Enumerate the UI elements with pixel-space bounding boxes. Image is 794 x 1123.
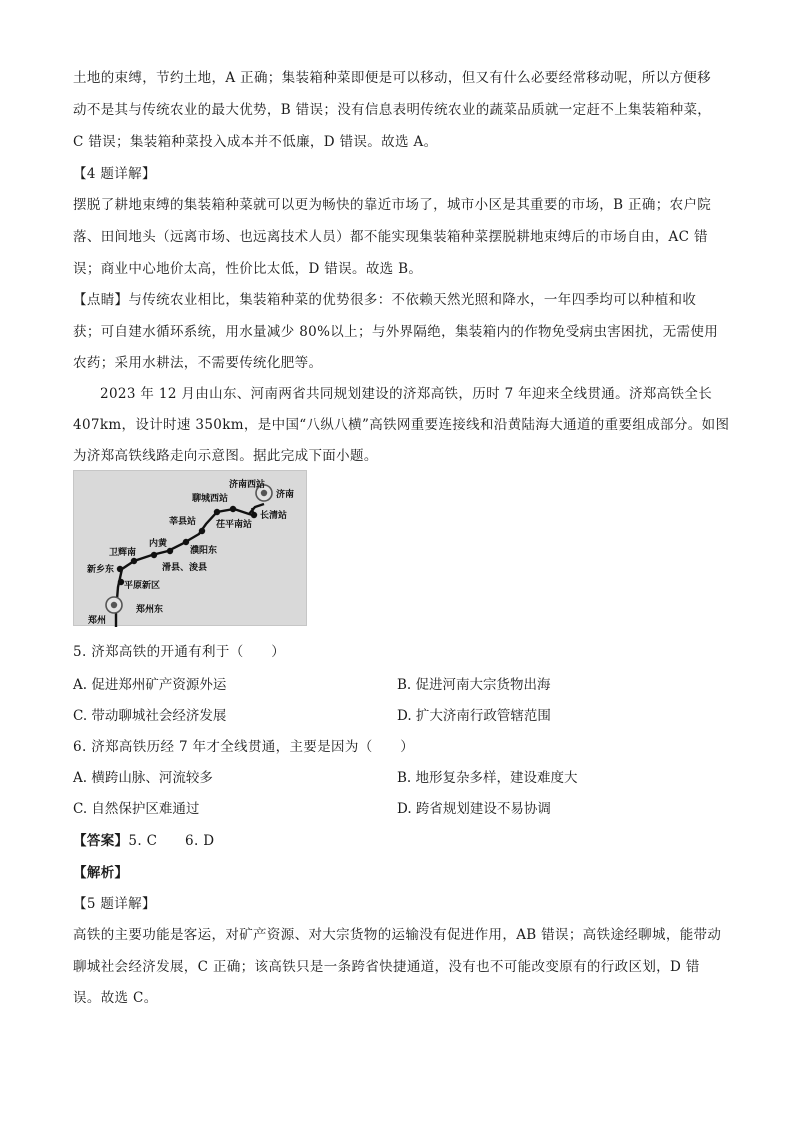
section-heading-q5-detail: 【5 题详解】: [73, 896, 156, 912]
text-line: 获；可自建水循环系统，用水量减少 80%以上；与外界隔绝，集装箱内的作物免受病虫害困扰，无需使用: [73, 324, 719, 340]
station-puyang-east: [183, 539, 189, 545]
label-puyang-east: 濮阳东: [190, 546, 218, 556]
station-xinxiang-east: [117, 566, 123, 572]
question-6-stem: 6. 济郑高铁历经 7 年才全线贯通，主要是因为（ ）: [73, 739, 415, 755]
label-changqing: 长清站: [260, 511, 288, 521]
station-liaocheng-west: [230, 506, 236, 512]
question-5-option-a: A. 促进郑州矿产资源外运: [73, 677, 227, 693]
text-line: 土地的束缚，节约土地，A 正确；集装箱种菜即便是可以移动，但又有什么必要经常移动呢，所以方便移: [73, 70, 711, 86]
label-zhengzhou-east: 郑州东: [136, 605, 164, 615]
station-neihuang: [151, 552, 157, 558]
label-zhengzhou: 郑州: [88, 616, 107, 626]
text-line: 高铁的主要功能是客运，对矿产资源、对大宗货物的运输没有促进作用，AB 错误；高铁途经聊城，能带动: [73, 927, 722, 943]
answer-text: 5. C 6. D: [128, 833, 215, 849]
question-6-option-c: C. 自然保护区难通过: [73, 801, 200, 817]
text-line: 为济郑高铁线路走向示意图。据此完成下面小题。: [73, 448, 378, 464]
question-6-option-a: A. 横跨山脉、河流较多: [73, 770, 213, 786]
question-5-option-b: B. 促进河南大宗货物出海: [397, 677, 551, 693]
answer-line: [73, 829, 214, 849]
rail-route-map: [73, 470, 307, 626]
question-5-option-c: C. 带动聊城社会经济发展: [73, 708, 227, 724]
label-xinxiang-east: 新乡东: [87, 565, 115, 575]
label-shenxian: 莘县站: [169, 517, 197, 527]
text-line: 聊城社会经济发展，C 正确；该高铁只是一条跨省快捷通道，没有也不可能改变原有的行政区划，D 错: [73, 959, 700, 975]
route-map-svg: [74, 471, 308, 627]
text-line: 农药；采用水耕法，不需要传统化肥等。: [73, 355, 323, 371]
city-marker-jinan-core: [261, 490, 267, 496]
label-jinan-west: 济南西站: [229, 480, 266, 490]
text-line: 摆脱了耕地束缚的集装箱种菜就可以更为畅快的靠近市场了，城市小区是其重要的市场，B 正确；农户院: [73, 197, 712, 213]
text-line: 误。故选 C。: [73, 990, 158, 1006]
city-marker-zhengzhou-core: [111, 602, 117, 608]
text-line: C 错误；集装箱种菜投入成本并不低廉，D 错误。故选 A。: [73, 134, 438, 150]
question-6-option-d: D. 跨省规划建设不易协调: [397, 801, 551, 817]
label-liaocheng-west: 聊城西站: [192, 494, 229, 504]
label-pingyuan-new: 平原新区: [124, 581, 161, 591]
label-jinan: 济南: [276, 490, 295, 500]
label-huaxian-junxian: 滑县、浚县: [162, 563, 208, 573]
label-chiping-south: 茌平南站: [216, 520, 253, 530]
station-weihui-south: [131, 558, 137, 564]
question-5-option-d: D. 扩大济南行政管辖范围: [397, 708, 551, 724]
station-huaxian: [167, 548, 173, 554]
station-chiping-south: [214, 509, 220, 515]
text-line: 误；商业中心地价太高，性价比太低，D 错误。故选 B。: [73, 261, 423, 277]
intro-paragraph-line: 2023 年 12 月由山东、河南两省共同规划建设的济郑高铁，历时 7 年迎来全线贯通。济郑高铁全长: [100, 386, 713, 402]
question-5-stem: 5. 济郑高铁的开通有利于（ ）: [73, 644, 286, 660]
section-heading-q4-detail: 【4 题详解】: [73, 166, 156, 182]
label-neihuang: 内黄: [149, 539, 168, 549]
tip-paragraph-line: 【点睛】与传统农业相比，集装箱种菜的优势很多：不依赖天然光照和降水，一年四季均可以种植和收: [73, 292, 697, 308]
answer-label: 【答案】: [73, 833, 129, 849]
text-line: 落、田间地头（远离市场、也远离技术人员）都不能实现集装箱种菜摆脱耕地束缚后的市场自由，AC 错: [73, 229, 708, 245]
station-shenxian: [199, 528, 205, 534]
label-weihui-south: 卫辉南: [109, 548, 137, 558]
question-6-option-b: B. 地形复杂多样，建设难度大: [397, 770, 578, 786]
text-line: 动不是其与传统农业的最大优势，B 错误；没有信息表明传统农业的蔬菜品质就一定赶不上集装箱种菜，: [73, 102, 712, 118]
station-changqing: [251, 512, 257, 518]
text-line: 407km，设计时速 350km，是中国“八纵八横”高铁网重要连接线和沿黄陆海大通道的重要组成部分。如图: [73, 417, 730, 433]
analysis-label: 【解析】: [73, 865, 129, 881]
